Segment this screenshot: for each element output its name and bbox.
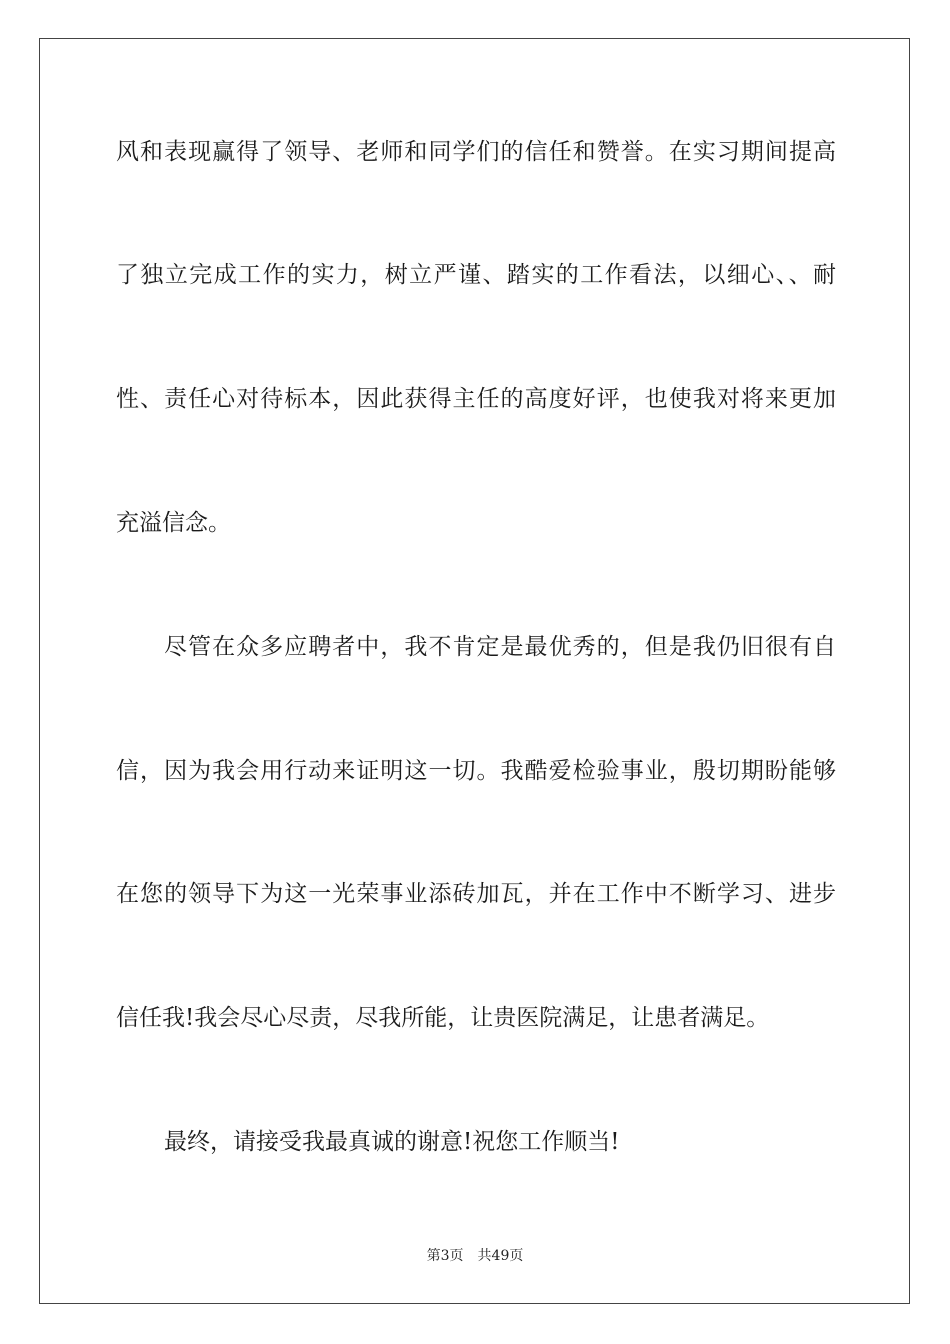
body-line-8: 信任我!我会尽心尽责，尽我所能，让贵医院满足，让患者满足。 (116, 1005, 770, 1031)
body-line-4: 充溢信念。 (116, 510, 231, 536)
body-line-6: 信，因为我会用行动来证明这一切。我酷爱检验事业，殷切期盼能够 (116, 758, 836, 784)
body-line-2: 了独立完成工作的实力，树立严谨、踏实的工作看法，以细心、、耐 (116, 262, 836, 288)
page-frame (39, 38, 910, 1304)
page-footer (0, 1247, 950, 1265)
body-line-9: 最终，请接受我最真诚的谢意!祝您工作顺当! (164, 1129, 620, 1155)
body-line-7: 在您的领导下为这一光荣事业添砖加瓦，并在工作中不断学习、进步 (116, 881, 836, 907)
body-line-3: 性、责任心对待标本，因此获得主任的高度好评，也使我对将来更加 (116, 386, 836, 412)
body-line-1: 风和表现赢得了领导、老师和同学们的信任和赞誉。在实习期间提高 (116, 139, 836, 165)
page-total: 共49页 (477, 1248, 524, 1264)
body-line-5: 尽管在众多应聘者中，我不肯定是最优秀的，但是我仍旧很有自 (164, 634, 836, 660)
page-number: 第3页 (426, 1248, 464, 1264)
